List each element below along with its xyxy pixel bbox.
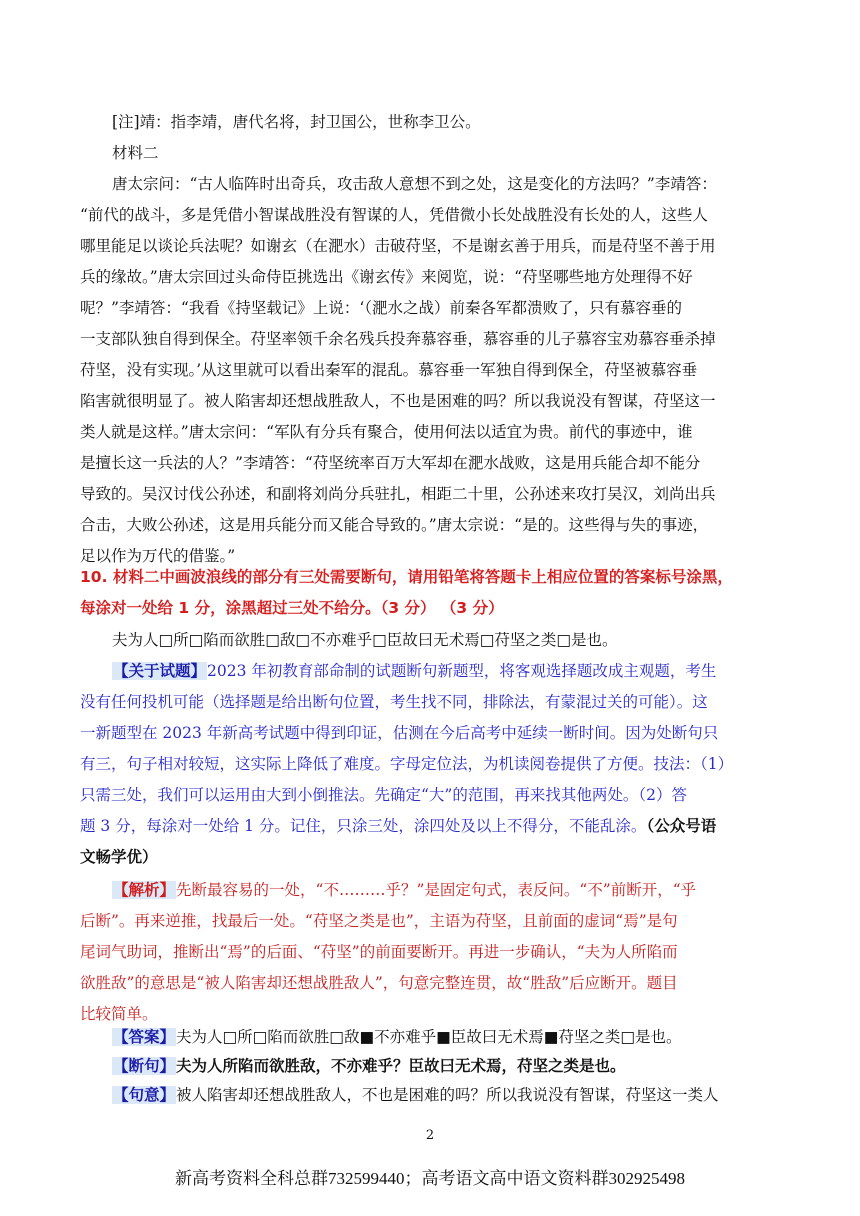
material-line: 苻坚，没有实现。’从这里就可以看出秦军的混乱。慕容垂一军独自得到保全，苻坚被慕容垂 (80, 361, 698, 379)
about-source: （公众号语 (646, 816, 717, 835)
analysis-line (112, 880, 832, 900)
analysis-line: 后断”。再来逆推，找最后一处。“苻坚之类是也”，主语为苻坚，且前面的虚词“焉”是句 (80, 912, 678, 930)
about-line: 一新题型在 2023 年新高考试题中得到印证，估测在今后高考中延续一断时间。因为处断句只 (80, 724, 719, 742)
material-line: 唐太宗问：“古人临阵时出奇兵，攻击敌人意想不到之处，这是变化的方法吗？”李靖答： (112, 175, 717, 193)
material-line: 足以作为万代的借鉴。” (80, 547, 236, 565)
analysis-text: 先断最容易的一处，“不………乎？”是固定句式，表反问。“不”前断开，“乎 (176, 881, 697, 899)
duanju-line (112, 1056, 832, 1076)
material-line: 陷害就很明显了。被人陷害却还想战胜敌人，不也是困难的吗？所以我说没有智谋，苻坚这一 (80, 392, 716, 410)
meaning-tag: 【句意】 (113, 1086, 176, 1104)
about-line (80, 816, 800, 836)
about-line: 只需三处，我们可以运用由大到小倒推法。先确定“大”的范围，再来找其他两处。（2）答 (80, 786, 687, 804)
question-title: 10. 材料二中画波浪线的部分有三处需要断句，请用铅笔将答题卡上相应位置的答案标号涂黑， (80, 568, 733, 586)
page-number: 2 (425, 1128, 435, 1143)
answer-text: 夫为人□所□陷而欲胜□敌■不亦难乎■臣故曰无术焉■苻坚之类□是也。 (176, 1028, 682, 1046)
about-source: 文畅学优） (80, 847, 158, 866)
material-line: 是擅长这一兵法的人？”李靖答：“苻坚统率百万大军却在淝水战败，这是用兵能合却不能分 (80, 454, 701, 472)
material-line: 呢？”李靖答：“我看《持坚载记》上说：‘（淝水之战）前秦各军都溃败了，只有慕容垂的 (80, 299, 683, 317)
question-title: 每涂对一处给 1 分，涂黑超过三处不给分。（3 分） （3 分） (80, 599, 504, 617)
material-line: 合击，大败公孙述，这是用兵能分而又能合导致的。”唐太宗说：“是的。这些得与失的事迹， (80, 516, 709, 534)
question-sentence: 夫为人□所□陷而欲胜□敌□不亦难乎□臣故曰无术焉□苻坚之类□是也。 (112, 631, 618, 649)
material-line: 导致的。吴汉讨伐公孙述，和副将刘尚分兵驻扎，相距二十里，公孙述来攻打吴汉，刘尚出兵 (80, 485, 716, 503)
analysis-line: 欲胜敌”的意思是“被人陷害却还想战胜敌人”，句意完整连贯，故“胜敌”后应断开。题目 (80, 974, 678, 992)
about-line: 没有任何投机可能（选择题是给出断句位置，考生找不同，排除法，有蒙混过关的可能）。这 (80, 693, 708, 711)
note-line: [注]靖：指李靖，唐代名将，封卫国公，世称李卫公。 (112, 113, 481, 131)
duanju-text: 夫为人所陷而欲胜敌，不亦难乎？臣故曰无术焉，苻坚之类是也。 (176, 1056, 626, 1075)
meaning-line (112, 1085, 832, 1105)
about-line (112, 661, 832, 681)
meaning-text: 被人陷害却还想战胜敌人，不也是困难的吗？所以我说没有智谋，苻坚这一类人 (176, 1086, 719, 1104)
duanju-tag: 【断句】 (113, 1057, 176, 1075)
material-line: 哪里能足以谈论兵法呢？如谢玄（在淝水）击破苻坚，不是谢玄善于用兵，而是苻坚不善于用 (80, 237, 716, 255)
answer-line (112, 1027, 832, 1047)
material-line: 类人就是这样。”唐太宗问：“军队有分兵有聚合，使用何法以适宜为贵。前代的事迹中，谁 (80, 423, 693, 441)
about-text: 题 3 分，每涂对一处给 1 分。记住，只涂三处，涂四处及以上不得分，不能乱涂。 (80, 817, 647, 835)
analysis-line: 尾词气助词，推断出“焉”的后面、“苻坚”的前面要断开。再进一步确认，“夫为人所陷而 (80, 943, 678, 961)
material-line: 兵的缘故。”唐太宗回过头命侍臣挑选出《谢玄传》来阅览，说：“苻坚哪些地方处理得不好 (80, 268, 693, 286)
about-text: 2023 年初教育部命制的试题断句新题型，将客观选择题改成主观题，考生 (207, 662, 717, 680)
about-tag: 【关于试题】 (113, 662, 207, 680)
analysis-line: 比较简单。 (80, 1005, 158, 1023)
footer-text: 新高考资料全科总群732599440；高考语文高中语文资料群302925498 (175, 1169, 685, 1188)
about-line: 有三，句子相对较短，这实际上降低了难度。字母定位法，为机读阅卷提供了方便。技法：（1） (80, 755, 734, 773)
material-line: 一支部队独自得到保全。苻坚率领千余名残兵投奔慕容垂，慕容垂的儿子慕容宝劝慕容垂杀掉 (80, 330, 716, 348)
analysis-tag: 【解析】 (113, 881, 176, 899)
material-line: “前代的战斗，多是凭借小智谋战胜没有智谋的人，凭借微小长处战胜没有长处的人，这些人 (80, 206, 708, 224)
answer-tag: 【答案】 (113, 1028, 176, 1046)
material-title: 材料二 (112, 144, 159, 162)
